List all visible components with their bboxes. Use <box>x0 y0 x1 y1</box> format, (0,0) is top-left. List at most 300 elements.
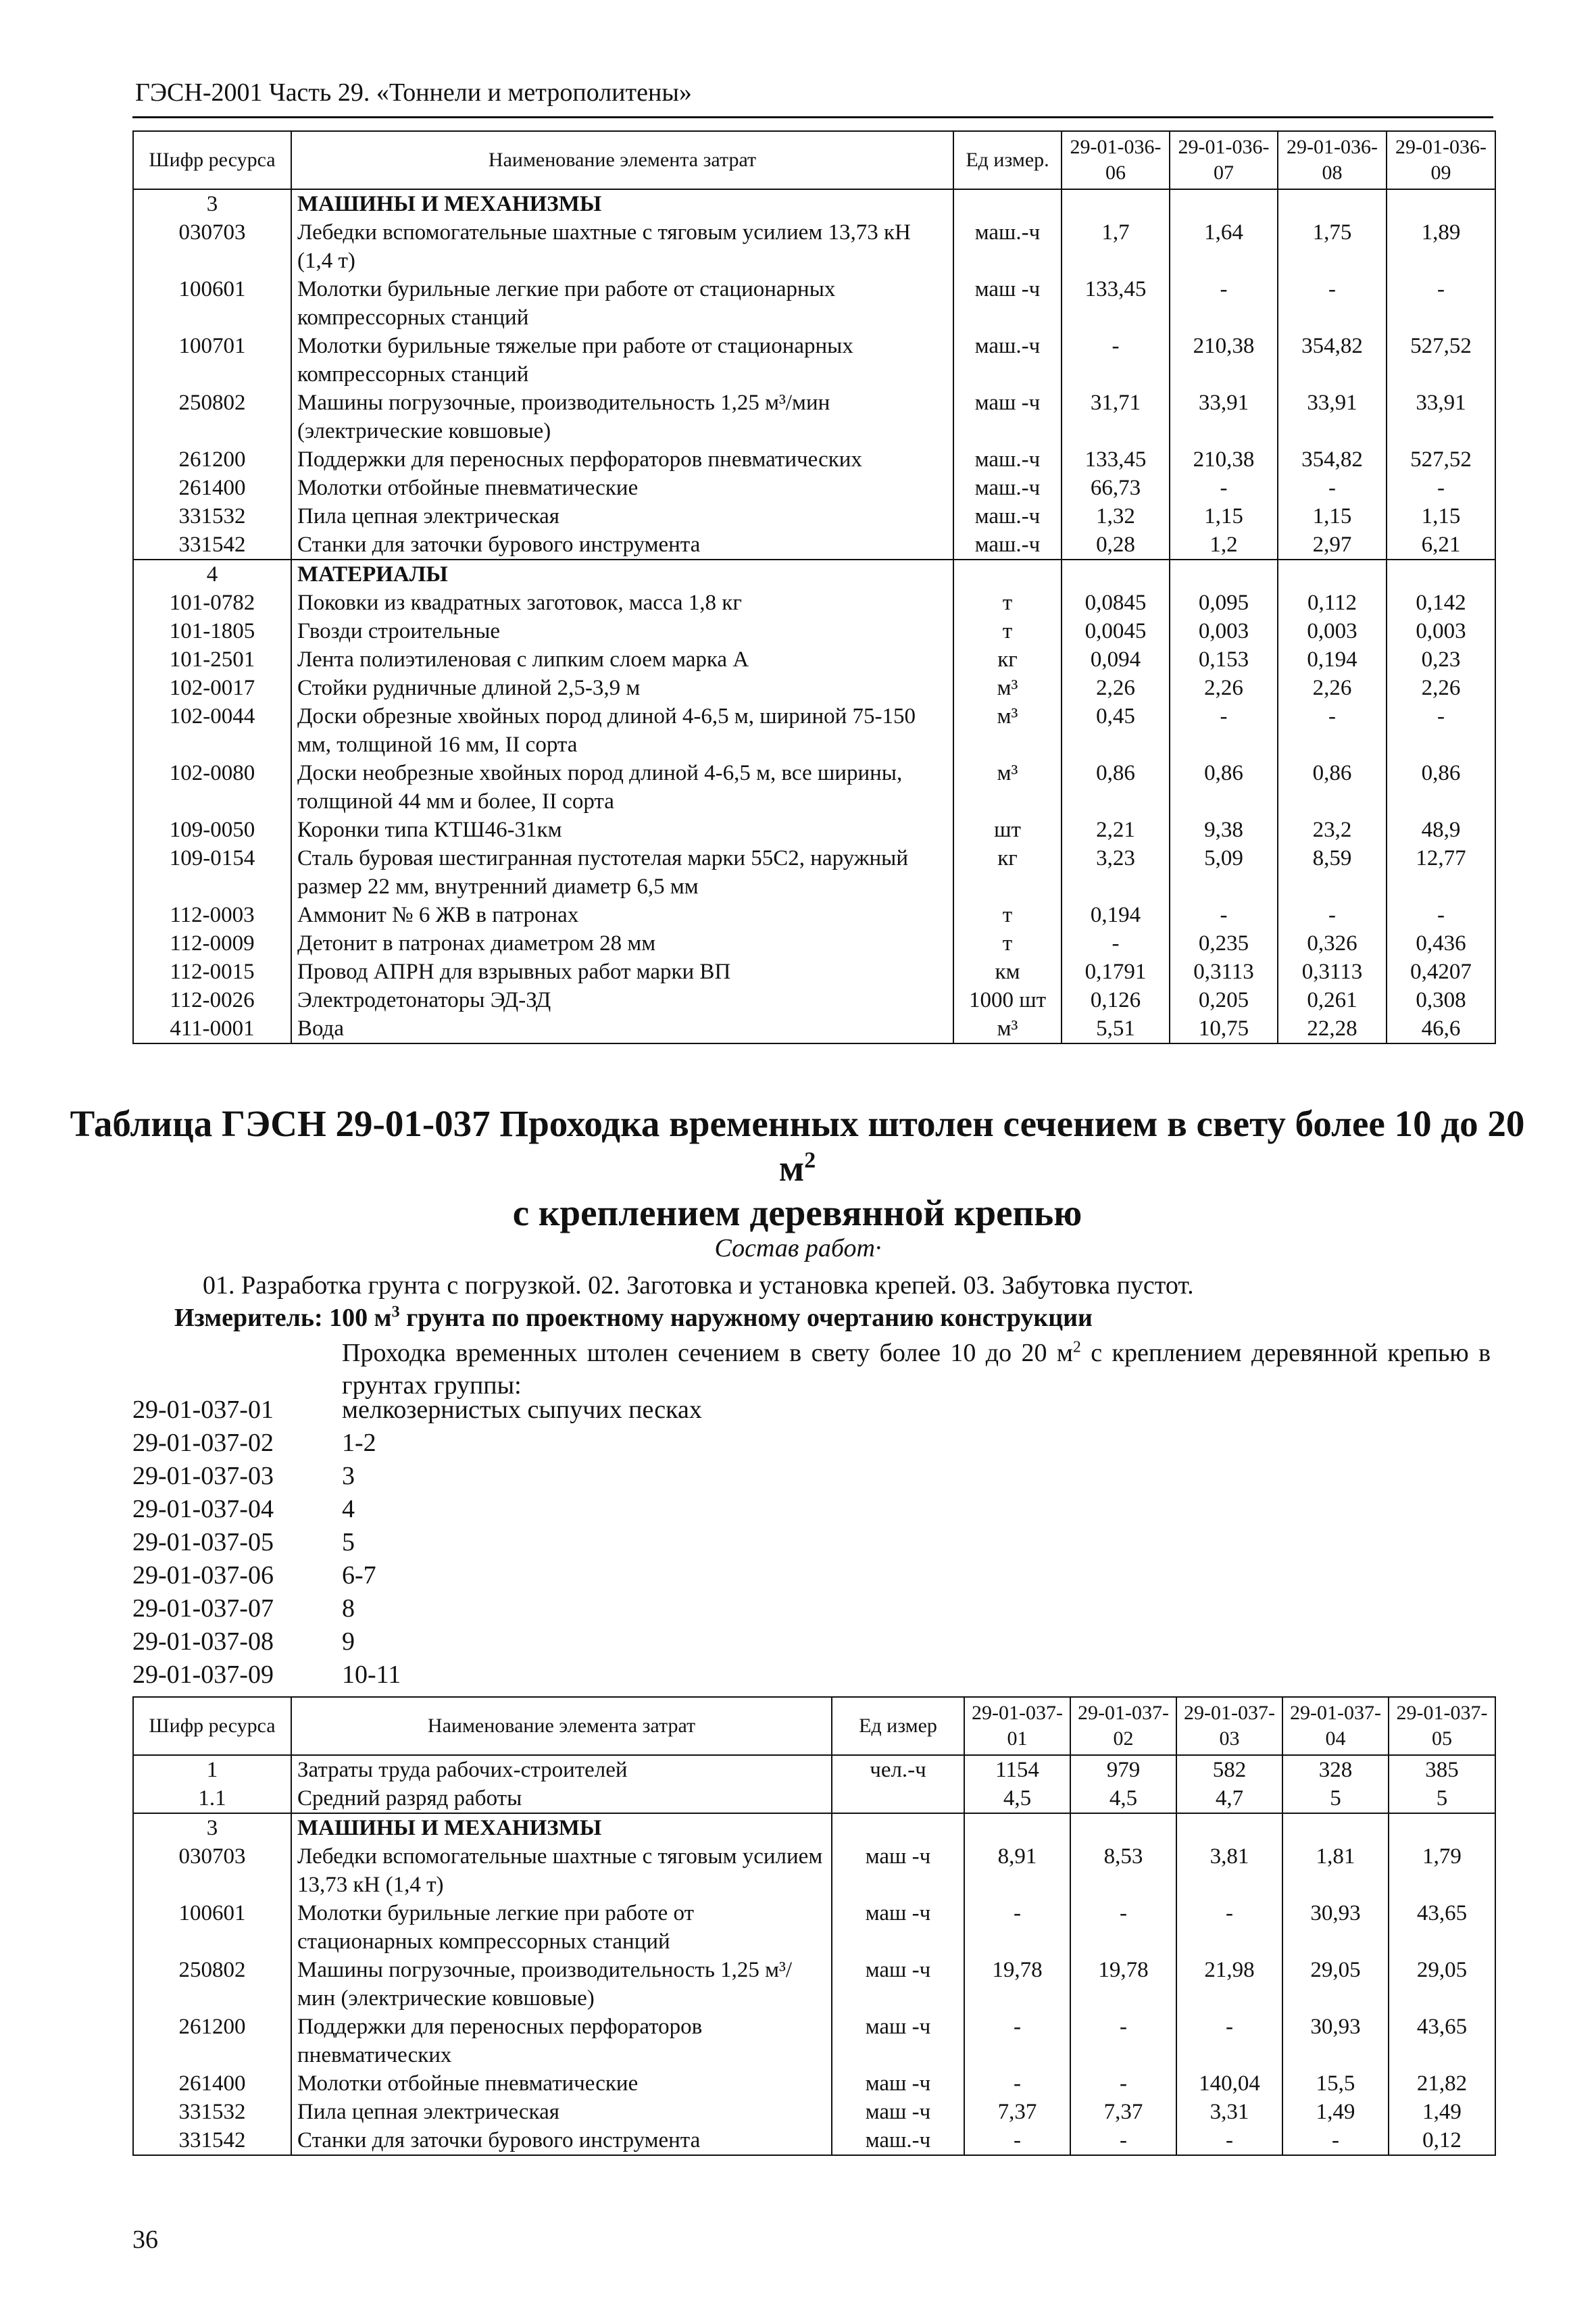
resource-value: 5,51 <box>1062 1014 1170 1043</box>
resource-value: 133,45 <box>1062 445 1170 474</box>
resource-value: 1,49 <box>1282 2098 1389 2126</box>
resource-name: Вода <box>291 1014 953 1043</box>
resource-value: - <box>1387 702 1495 759</box>
resource-value: 33,91 <box>1170 389 1278 445</box>
resource-name: Детонит в патронах диаметром 28 мм <box>291 929 953 958</box>
table-row <box>133 844 1495 901</box>
resource-name: Средний разряд работы <box>291 1784 832 1813</box>
table-row <box>133 218 1495 275</box>
resource-value: 0,4207 <box>1387 958 1495 986</box>
resource-name: Поддержки для переносных перфораторов пневматических <box>291 445 953 474</box>
resource-name: Станки для заточки бурового инструмента <box>291 531 953 560</box>
resource-value: 1,89 <box>1387 218 1495 275</box>
resource-name: Доски необрезные хвойных пород длиной 4-6,5 м, все ширины, толщиной 44 мм и более, II сорта <box>291 759 953 816</box>
resource-code: 109-0154 <box>133 844 291 901</box>
resource-value: 0,0045 <box>1062 617 1170 645</box>
resource-code: 250802 <box>133 1956 291 2013</box>
resource-value: 7,37 <box>964 2098 1070 2126</box>
empty-cell <box>1387 189 1495 218</box>
resource-unit: м³ <box>953 674 1062 702</box>
table-row <box>133 2013 1495 2069</box>
resource-value: - <box>1070 2069 1176 2098</box>
resource-unit: маш.-ч <box>953 218 1062 275</box>
resource-value: - <box>1278 702 1387 759</box>
resource-value: - <box>1278 275 1387 332</box>
table-row <box>133 816 1495 844</box>
intro-sup: 2 <box>1072 1338 1081 1356</box>
resource-value: 8,59 <box>1278 844 1387 901</box>
resource-value: 1,15 <box>1387 502 1495 531</box>
resource-code: 112-0026 <box>133 986 291 1014</box>
resource-unit: кг <box>953 844 1062 901</box>
norm-code: 29-01-037-04 <box>132 1495 274 1523</box>
resource-value: - <box>964 2013 1070 2069</box>
empty-cell <box>1387 560 1495 589</box>
resource-value: 0,194 <box>1062 901 1170 929</box>
resource-value: 33,91 <box>1387 389 1495 445</box>
empty-cell <box>1278 560 1387 589</box>
empty-cell <box>1070 1813 1176 1842</box>
resource-value: - <box>1170 474 1278 502</box>
column-header: Ед измер <box>832 1697 964 1755</box>
resource-unit: маш.-ч <box>953 332 1062 389</box>
resource-code: 261400 <box>133 2069 291 2098</box>
empty-cell <box>1062 560 1170 589</box>
resource-value: 385 <box>1389 1755 1495 1784</box>
column-header: 29-01-036-07 <box>1170 131 1278 189</box>
resource-value: 0,45 <box>1062 702 1170 759</box>
norm-code-row <box>132 1559 702 1592</box>
table-row <box>133 759 1495 816</box>
resource-unit: маш -ч <box>953 389 1062 445</box>
resource-value: 210,38 <box>1170 332 1278 389</box>
table-row <box>133 617 1495 645</box>
empty-cell <box>1062 189 1170 218</box>
table-row <box>133 474 1495 502</box>
resource-value: 0,003 <box>1278 617 1387 645</box>
table-row <box>133 389 1495 445</box>
composition-heading: Состав работ· <box>714 1234 882 1262</box>
resource-name: Стойки рудничные длиной 2,5-3,9 м <box>291 674 953 702</box>
empty-cell <box>1278 189 1387 218</box>
resource-value: 4,7 <box>1176 1784 1282 1813</box>
resource-name: Сталь буровая шестигранная пустотелая марки 55С2, наружный размер 22 мм, внутренний диаметр 6,5 мм <box>291 844 953 901</box>
resource-unit: м³ <box>953 702 1062 759</box>
table-row <box>133 958 1495 986</box>
resource-value: - <box>1278 901 1387 929</box>
resource-value: 2,26 <box>1170 674 1278 702</box>
resource-code: 1 <box>133 1755 291 1784</box>
table-row <box>133 2126 1495 2155</box>
resource-value: 5 <box>1282 1784 1389 1813</box>
resource-value: 10,75 <box>1170 1014 1278 1043</box>
resource-value: - <box>1176 1899 1282 1956</box>
norm-code-row <box>132 1592 702 1625</box>
norm-code: 29-01-037-05 <box>132 1528 274 1556</box>
resource-value: - <box>1062 929 1170 958</box>
resource-value: 0,003 <box>1170 617 1278 645</box>
resource-value: - <box>1176 2013 1282 2069</box>
running-header: ГЭСН-2001 Часть 29. «Тоннели и метрополитены» <box>135 78 692 107</box>
resource-value: 6,21 <box>1387 531 1495 560</box>
measurement-unit <box>174 1303 1093 1333</box>
table-title-sup: 2 <box>804 1148 816 1173</box>
norm-code: 29-01-037-02 <box>132 1429 274 1457</box>
resource-unit: т <box>953 617 1062 645</box>
resource-code: 261200 <box>133 2013 291 2069</box>
empty-cell <box>1389 1813 1495 1842</box>
resource-value: 29,05 <box>1282 1956 1389 2013</box>
norm-code-row <box>132 1526 702 1559</box>
table-row <box>133 1755 1495 1784</box>
resource-value: - <box>964 2069 1070 2098</box>
resource-unit: км <box>953 958 1062 986</box>
resource-value: 1,15 <box>1170 502 1278 531</box>
norm-code-row <box>132 1460 702 1493</box>
resource-value: 133,45 <box>1062 275 1170 332</box>
meter-sup: 3 <box>391 1303 400 1321</box>
section-code: 3 <box>133 189 291 218</box>
section-code: 4 <box>133 560 291 589</box>
resource-name: Машины погрузочные, производительность 1,25 м³/мин (электрические ковшовые) <box>291 1956 832 2013</box>
resource-code: 112-0015 <box>133 958 291 986</box>
column-header: Шифр ресурса <box>133 1697 291 1755</box>
resource-value: 0,28 <box>1062 531 1170 560</box>
resource-name: Доски обрезные хвойных пород длиной 4-6,5 м, шириной 75-150 мм, толщиной 16 мм, II сорта <box>291 702 953 759</box>
resource-value: 43,65 <box>1389 1899 1495 1956</box>
column-header: 29-01-037-04 <box>1282 1697 1389 1755</box>
resource-value: 9,38 <box>1170 816 1278 844</box>
resource-value: 0,436 <box>1387 929 1495 958</box>
resource-unit <box>832 1784 964 1813</box>
resource-value: 0,094 <box>1062 645 1170 674</box>
table-row <box>133 1899 1495 1956</box>
resource-code: 102-0080 <box>133 759 291 816</box>
norm-code-desc: 9 <box>342 1627 355 1656</box>
resource-name: Коронки типа КТШ46-31км <box>291 816 953 844</box>
resource-value: - <box>1387 275 1495 332</box>
column-header: Ед измер. <box>953 131 1062 189</box>
resource-name: Молотки бурильные тяжелые при работе от стационарных компрессорных станций <box>291 332 953 389</box>
resource-code: 331542 <box>133 531 291 560</box>
resource-value: - <box>1070 2013 1176 2069</box>
intro-part1: Проходка временных штолен сечением в свету более 10 до 20 м <box>342 1339 1073 1367</box>
resource-value: 0,261 <box>1278 986 1387 1014</box>
resource-table-037 <box>132 1696 1496 2156</box>
norm-code-desc: 4 <box>342 1495 355 1523</box>
resource-value: 3,31 <box>1176 2098 1282 2126</box>
section-title: МАШИНЫ И МЕХАНИЗМЫ <box>291 189 953 218</box>
table-row <box>133 332 1495 389</box>
table-row <box>133 531 1495 560</box>
resource-value: 0,308 <box>1387 986 1495 1014</box>
resource-value: - <box>1278 474 1387 502</box>
resource-value: 5,09 <box>1170 844 1278 901</box>
resource-unit: маш -ч <box>953 275 1062 332</box>
column-header: 29-01-036-08 <box>1278 131 1387 189</box>
resource-value: 1,75 <box>1278 218 1387 275</box>
resource-value: 0,126 <box>1062 986 1170 1014</box>
resource-value: 66,73 <box>1062 474 1170 502</box>
resource-table-036 <box>132 130 1496 1044</box>
meter-suffix: грунта по проектному наружному очертанию конструкции <box>399 1304 1093 1332</box>
resource-value: 0,86 <box>1062 759 1170 816</box>
norm-code: 29-01-037-09 <box>132 1660 274 1689</box>
empty-cell <box>953 560 1062 589</box>
column-header: Наименование элемента затрат <box>291 131 953 189</box>
norm-code-desc: 8 <box>342 1594 355 1623</box>
resource-value: 1,2 <box>1170 531 1278 560</box>
column-header: 29-01-037-02 <box>1070 1697 1176 1755</box>
resource-value: 0,194 <box>1278 645 1387 674</box>
resource-value: 48,9 <box>1387 816 1495 844</box>
resource-name: Молотки бурильные легкие при работе от стационарных компрессорных станций <box>291 1899 832 1956</box>
section-row <box>133 1813 1495 1842</box>
resource-value: - <box>1170 901 1278 929</box>
resource-value: 2,26 <box>1387 674 1495 702</box>
resource-value: 0,1791 <box>1062 958 1170 986</box>
resource-value: - <box>1070 2126 1176 2155</box>
resource-value: 19,78 <box>964 1956 1070 2013</box>
norm-code: 29-01-037-06 <box>132 1561 274 1590</box>
table-row <box>133 1784 1495 1813</box>
resource-value: 30,93 <box>1282 2013 1389 2069</box>
resource-code: 030703 <box>133 218 291 275</box>
resource-name: Электродетонаторы ЭД-ЗД <box>291 986 953 1014</box>
resource-value: 1,49 <box>1389 2098 1495 2126</box>
resource-value: 0,23 <box>1387 645 1495 674</box>
resource-value: 2,26 <box>1278 674 1387 702</box>
resource-code: 102-0044 <box>133 702 291 759</box>
resource-name: Молотки бурильные легкие при работе от стационарных компрессорных станций <box>291 275 953 332</box>
resource-value: 0,235 <box>1170 929 1278 958</box>
resource-value: 210,38 <box>1170 445 1278 474</box>
resource-name: Молотки отбойные пневматические <box>291 474 953 502</box>
table-row <box>133 929 1495 958</box>
resource-value: 354,82 <box>1278 332 1387 389</box>
empty-cell <box>1176 1813 1282 1842</box>
norm-code-desc: мелкозернистых сыпучих песках <box>342 1396 702 1424</box>
empty-cell <box>1282 1813 1389 1842</box>
resource-value: 43,65 <box>1389 2013 1495 2069</box>
resource-unit: маш -ч <box>832 1842 964 1899</box>
resource-value: 30,93 <box>1282 1899 1389 1956</box>
resource-value: 1,81 <box>1282 1842 1389 1899</box>
resource-code: 112-0009 <box>133 929 291 958</box>
resource-value: 1154 <box>964 1755 1070 1784</box>
table-row <box>133 901 1495 929</box>
empty-cell <box>953 189 1062 218</box>
resource-unit: т <box>953 901 1062 929</box>
resource-name: Лебедки вспомогательные шахтные с тяговым усилием 13,73 кН (1,4 т) <box>291 218 953 275</box>
resource-unit: кг <box>953 645 1062 674</box>
norm-code-row <box>132 1427 702 1460</box>
table-row <box>133 986 1495 1014</box>
section-row <box>133 189 1495 218</box>
resource-value: 328 <box>1282 1755 1389 1784</box>
resource-name: Поковки из квадратных заготовок, масса 1,8 кг <box>291 589 953 617</box>
resource-value: 5 <box>1389 1784 1495 1813</box>
intro-part2: с креплением деревянной крепью в грунтах группы: <box>342 1339 1491 1400</box>
resource-value: 979 <box>1070 1755 1176 1784</box>
resource-value: 4,5 <box>964 1784 1070 1813</box>
norm-code-row <box>132 1394 702 1427</box>
table-row <box>133 1842 1495 1899</box>
norm-code-desc: 1-2 <box>342 1429 376 1457</box>
resource-name: Лебедки вспомогательные шахтные с тяговым усилием 13,73 кН (1,4 т) <box>291 1842 832 1899</box>
column-header: 29-01-036-06 <box>1062 131 1170 189</box>
resource-value: 0,0845 <box>1062 589 1170 617</box>
resource-value: 2,97 <box>1278 531 1387 560</box>
norm-code-desc: 5 <box>342 1528 355 1556</box>
resource-code: 102-0017 <box>133 674 291 702</box>
resource-unit: 1000 шт <box>953 986 1062 1014</box>
resource-name: Поддержки для переносных перфораторов пневматических <box>291 2013 832 2069</box>
resource-name: Пила цепная электрическая <box>291 2098 832 2126</box>
resource-name: Молотки отбойные пневматические <box>291 2069 832 2098</box>
norm-code-desc: 6-7 <box>342 1561 376 1590</box>
resource-value: 21,82 <box>1389 2069 1495 2098</box>
resource-code: 109-0050 <box>133 816 291 844</box>
resource-unit: маш -ч <box>832 2098 964 2126</box>
header-rule <box>132 116 1493 118</box>
resource-value: 0,3113 <box>1170 958 1278 986</box>
resource-value: 2,21 <box>1062 816 1170 844</box>
empty-cell <box>1170 560 1278 589</box>
resource-code: 261400 <box>133 474 291 502</box>
resource-value: 31,71 <box>1062 389 1170 445</box>
norm-code-row <box>132 1493 702 1526</box>
resource-value: 0,142 <box>1387 589 1495 617</box>
resource-value: 0,86 <box>1387 759 1495 816</box>
resource-value: 354,82 <box>1278 445 1387 474</box>
resource-unit: маш -ч <box>832 2013 964 2069</box>
table-row <box>133 1956 1495 2013</box>
resource-value: 8,53 <box>1070 1842 1176 1899</box>
table-header-row <box>133 1697 1495 1755</box>
resource-code: 331542 <box>133 2126 291 2155</box>
page-number: 36 <box>132 2225 158 2254</box>
table-title-line2: с креплением деревянной крепью <box>512 1192 1082 1233</box>
resource-unit: т <box>953 929 1062 958</box>
resource-unit: шт <box>953 816 1062 844</box>
resource-value: 3,23 <box>1062 844 1170 901</box>
resource-value: - <box>1170 275 1278 332</box>
resource-value: 1,32 <box>1062 502 1170 531</box>
composition-operations: 01. Разработка грунта с погрузкой. 02. Заготовка и установка крепей. 03. Забутовка пустот. <box>203 1271 1194 1300</box>
table-row <box>133 702 1495 759</box>
resource-value: 1,15 <box>1278 502 1387 531</box>
resource-value: 33,91 <box>1278 389 1387 445</box>
table-title-line1: Таблица ГЭСН 29-01-037 Проходка временных штолен сечением в свету более 10 до 20 м <box>70 1103 1525 1189</box>
norm-code-row <box>132 1658 702 1692</box>
resource-name: Лента полиэтиленовая с липким слоем марка А <box>291 645 953 674</box>
resource-unit: т <box>953 589 1062 617</box>
norm-code-list <box>132 1394 702 1692</box>
table-row <box>133 502 1495 531</box>
section-code: 3 <box>133 1813 291 1842</box>
norm-code-row <box>132 1625 702 1658</box>
resource-value: 2,26 <box>1062 674 1170 702</box>
resource-value: - <box>1387 901 1495 929</box>
resource-value: 0,86 <box>1170 759 1278 816</box>
resource-value: 29,05 <box>1389 1956 1495 2013</box>
table-row <box>133 1014 1495 1043</box>
resource-name: Машины погрузочные, производительность 1,25 м³/мин (электрические ковшовые) <box>291 389 953 445</box>
resource-unit: м³ <box>953 759 1062 816</box>
table-header-row <box>133 131 1495 189</box>
resource-code: 250802 <box>133 389 291 445</box>
resource-value: 582 <box>1176 1755 1282 1784</box>
resource-value: 0,3113 <box>1278 958 1387 986</box>
resource-value: - <box>1176 2126 1282 2155</box>
norm-code-desc: 10-11 <box>342 1660 401 1689</box>
resource-value: 12,77 <box>1387 844 1495 901</box>
section-row <box>133 560 1495 589</box>
resource-value: 527,52 <box>1387 445 1495 474</box>
resource-value: - <box>964 1899 1070 1956</box>
norm-code: 29-01-037-01 <box>132 1396 274 1424</box>
resource-unit: чел.-ч <box>832 1755 964 1784</box>
resource-value: 0,205 <box>1170 986 1278 1014</box>
resource-value: 15,5 <box>1282 2069 1389 2098</box>
resource-name: Провод АПРН для взрывных работ марки ВП <box>291 958 953 986</box>
resource-name: Пила цепная электрическая <box>291 502 953 531</box>
table-row <box>133 445 1495 474</box>
resource-unit: маш.-ч <box>832 2126 964 2155</box>
table-row <box>133 2098 1495 2126</box>
empty-cell <box>832 1813 964 1842</box>
resource-value: 46,6 <box>1387 1014 1495 1043</box>
table-row <box>133 589 1495 617</box>
column-header: Шифр ресурса <box>133 131 291 189</box>
resource-value: 21,98 <box>1176 1956 1282 2013</box>
column-header: 29-01-037-05 <box>1389 1697 1495 1755</box>
resource-value: - <box>1387 474 1495 502</box>
resource-code: 101-1805 <box>133 617 291 645</box>
resource-value: - <box>964 2126 1070 2155</box>
norm-code: 29-01-037-08 <box>132 1627 274 1656</box>
resource-unit: маш.-ч <box>953 474 1062 502</box>
empty-cell <box>1170 189 1278 218</box>
resource-code: 100601 <box>133 275 291 332</box>
resource-unit: маш -ч <box>832 1956 964 2013</box>
resource-code: 331532 <box>133 502 291 531</box>
resource-code: 261200 <box>133 445 291 474</box>
resource-value: - <box>1062 332 1170 389</box>
norm-code: 29-01-037-07 <box>132 1594 274 1623</box>
table-title <box>54 1102 1541 1235</box>
resource-code: 331532 <box>133 2098 291 2126</box>
resource-code: 101-0782 <box>133 589 291 617</box>
resource-unit: маш.-ч <box>953 531 1062 560</box>
resource-value: 140,04 <box>1176 2069 1282 2098</box>
resource-value: 1,7 <box>1062 218 1170 275</box>
table-row <box>133 645 1495 674</box>
resource-unit: маш -ч <box>832 1899 964 1956</box>
resource-name: Станки для заточки бурового инструмента <box>291 2126 832 2155</box>
resource-code: 100701 <box>133 332 291 389</box>
resource-value: 19,78 <box>1070 1956 1176 2013</box>
norm-intro <box>342 1337 1491 1402</box>
resource-name: Гвозди строительные <box>291 617 953 645</box>
resource-value: 22,28 <box>1278 1014 1387 1043</box>
resource-value: 1,64 <box>1170 218 1278 275</box>
resource-code: 100601 <box>133 1899 291 1956</box>
resource-value: 0,86 <box>1278 759 1387 816</box>
column-header: Наименование элемента затрат <box>291 1697 832 1755</box>
section-title: МАТЕРИАЛЫ <box>291 560 953 589</box>
